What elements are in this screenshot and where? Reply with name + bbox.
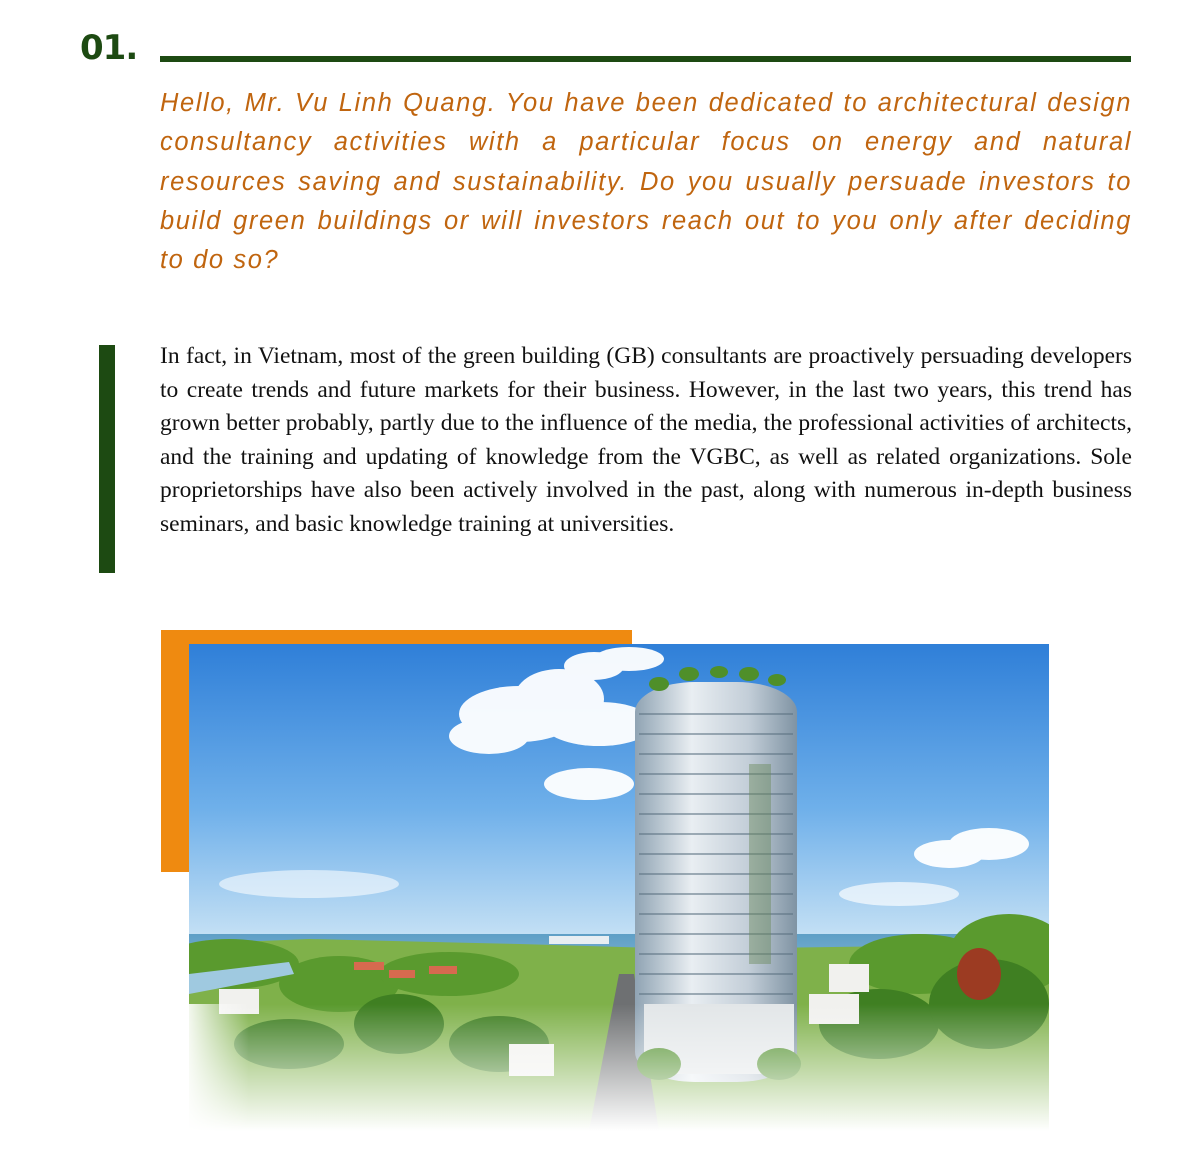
green-tower-rendering bbox=[189, 644, 1049, 1131]
section-number: 01. bbox=[80, 28, 138, 68]
interview-answer: In fact, in Vietnam, most of the green building (GB) consultants are proactively persuading developers to create trends and future markets for their business. However, in the last two years, this trend has grown better probably, partly due to the influence of the media, the professional activities of architects, and the training and updating of knowledge from the VGBC, as well as related organizations. Sole proprietorships have also been actively involved in the past, along with numerous in-depth business seminars, and basic knowledge training at universities. bbox=[160, 343, 1132, 537]
answer-accent-bar bbox=[99, 345, 115, 573]
header-rule bbox=[160, 56, 1131, 62]
interview-question: Hello, Mr. Vu Linh Quang. You have been dedicated to architectural design consultancy activities with a particular focus on energy and natural resources saving and sustainability. Do you usually persuade investors to build green buildings or will investors reach out to you only after deciding to do so? bbox=[160, 89, 1132, 275]
